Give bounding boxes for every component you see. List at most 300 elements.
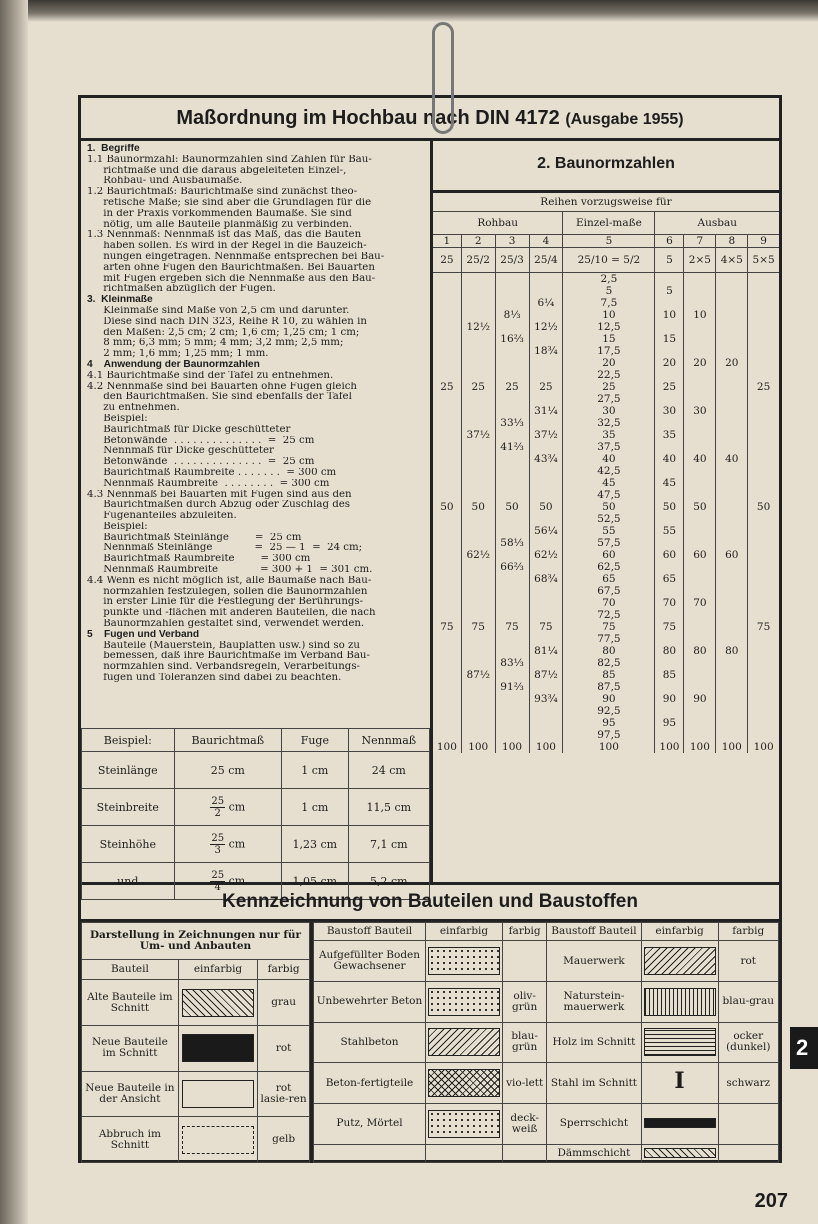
value-cell	[748, 393, 779, 405]
text-line: 5 Fugen und Verband	[87, 629, 200, 640]
value-cell	[748, 585, 779, 597]
table-row	[433, 633, 779, 645]
column-definition: 25/10 = 5/2	[563, 248, 655, 273]
value-cell: 2,5	[563, 273, 655, 286]
value-cell	[495, 393, 529, 405]
value-cell: 70	[563, 597, 655, 609]
edition-text: (Ausgabe 1955)	[565, 111, 684, 128]
color-label: rot	[718, 941, 778, 982]
value-cell	[433, 309, 461, 321]
value-cell	[716, 429, 748, 441]
value-cell: 100	[495, 741, 529, 753]
value-cell	[716, 573, 748, 585]
text-line: 1.1 Baunormzahl: Baunormzahlen sind Zahlen für Bau-	[87, 154, 372, 165]
value-cell	[529, 369, 563, 381]
text-line: fugen und Toleranzen sind dabei zu beachten.	[87, 673, 342, 684]
fuge-cell: 1 cm	[282, 752, 349, 789]
denominator: 3	[214, 844, 221, 856]
value-cell: 50	[440, 501, 454, 513]
value-cell	[655, 561, 684, 573]
value-cell	[495, 513, 529, 525]
table-row	[314, 982, 779, 1023]
value-cell: 10	[684, 309, 716, 321]
color-label: rot	[258, 1026, 310, 1072]
value-cell	[495, 645, 529, 657]
value-cell: 100	[748, 741, 779, 753]
table-row	[433, 573, 779, 585]
color-label: deck-weiß	[502, 1103, 546, 1144]
table-row	[433, 585, 779, 597]
text-line: 4.3 Nennmaß bei Bauarten mit Fugen sind aus den	[87, 489, 352, 500]
value-cell: 80	[716, 645, 748, 657]
value-cell: 100	[436, 741, 457, 753]
color-label: grau	[258, 980, 310, 1026]
value-cell	[433, 369, 461, 381]
value-cell: 75	[461, 621, 495, 633]
value-cell: 40	[684, 453, 716, 465]
color-label	[502, 941, 546, 982]
value-cell: 6¼	[529, 297, 563, 309]
value-cell	[684, 537, 716, 549]
column-number: 7	[684, 235, 716, 248]
reihen-header: Reihen vorzugsweise für	[433, 193, 779, 212]
value-cell	[684, 729, 716, 741]
value-cell	[716, 705, 748, 717]
pattern-swatch	[644, 947, 716, 975]
text-line: 4.4 Wenn es nicht möglich ist, alle Baumaße nach Bau-	[87, 575, 372, 586]
value-cell	[748, 573, 779, 585]
fuge-cell: 1,23 cm	[282, 826, 349, 863]
value-cell: 85	[563, 669, 655, 681]
value-cell	[684, 321, 716, 333]
table-row	[433, 465, 779, 477]
value-cell: 100	[655, 741, 684, 753]
color-label	[718, 1144, 778, 1162]
value-cell: 30	[684, 405, 716, 417]
value-cell: 37,5	[563, 441, 655, 453]
value-cell	[529, 309, 563, 321]
text-line: 3. Kleinmaße	[87, 295, 153, 306]
value-cell	[684, 477, 716, 489]
massordnung-box	[78, 95, 782, 893]
value-cell	[684, 297, 716, 309]
text-line: Baunormzahlen gestaltet sind, verwendet werden.	[87, 619, 365, 630]
value-cell	[433, 489, 461, 501]
column-number: 1	[433, 235, 461, 248]
row-label: und	[82, 863, 175, 900]
value-cell	[433, 585, 461, 597]
value-cell	[716, 309, 748, 321]
column-definition: 5	[655, 248, 684, 273]
text-line: richtmaße und die daraus abgeleiteten Einzel-,	[87, 165, 347, 176]
value-cell	[433, 681, 461, 693]
value-cell	[529, 465, 563, 477]
value-cell	[495, 669, 529, 681]
value-cell	[716, 717, 748, 729]
value-cell	[495, 633, 529, 645]
value-cell: 33⅓	[495, 417, 529, 429]
title-text: Maßordnung im Hochbau nach DIN 4172	[176, 107, 560, 129]
column-definition: 25	[433, 248, 461, 273]
text-line: Kleinmaße sind Maße von 2,5 cm und darunter.	[87, 305, 350, 316]
text-line: 8 mm; 6,3 mm; 5 mm; 4 mm; 3,2 mm; 2,5 mm;	[87, 338, 344, 349]
value-cell	[461, 357, 495, 369]
table-row	[433, 309, 779, 321]
bauteil-label: Alte Bauteile im Schnitt	[82, 980, 179, 1026]
value-cell	[684, 525, 716, 537]
text-line: arten ohne Fugen den Baurichtmaßen. Bei Bauarten	[87, 262, 375, 273]
bauteil-label: Abbruch im Schnitt	[82, 1117, 179, 1163]
value-cell: 80	[684, 645, 716, 657]
value-cell	[655, 465, 684, 477]
value-cell	[716, 537, 748, 549]
value-cell	[495, 585, 529, 597]
value-cell	[748, 693, 779, 705]
value-cell	[529, 717, 563, 729]
value-cell	[433, 429, 461, 441]
kennzeichnung-title: Kennzeichnung von Bauteilen und Baustoffen	[81, 885, 779, 922]
pattern-cell	[425, 1103, 502, 1144]
value-cell	[748, 357, 779, 369]
value-cell	[433, 525, 461, 537]
table-header: Baustoff Bauteil	[314, 923, 426, 941]
pattern-swatch	[428, 1110, 500, 1138]
value-cell	[748, 561, 779, 573]
pattern-swatch	[428, 988, 500, 1016]
value-cell	[461, 681, 495, 693]
paper-clip	[432, 22, 454, 134]
value-cell: 81¼	[529, 645, 563, 657]
table-row	[433, 525, 779, 537]
numerator: 25	[211, 832, 225, 844]
table-row	[433, 369, 779, 381]
value-cell	[716, 369, 748, 381]
column-definition: 25/3	[495, 248, 529, 273]
value-cell	[748, 549, 779, 561]
value-cell: 100	[684, 741, 716, 753]
value-cell: 50	[529, 501, 563, 513]
value-cell	[655, 633, 684, 645]
value-cell: 75	[440, 621, 454, 633]
value-cell: 42,5	[563, 465, 655, 477]
pattern-cell	[641, 1144, 718, 1162]
unit: cm	[225, 800, 246, 813]
top-shadow	[0, 0, 818, 22]
value-cell: 41⅔	[495, 441, 529, 453]
pattern-cell	[178, 1071, 257, 1117]
text-line: haben sollen. Es wird in der Regel in die Bauzeich-	[87, 241, 367, 252]
value-cell: 77,5	[563, 633, 655, 645]
value-cell: 12½	[461, 321, 495, 333]
table-row	[433, 717, 779, 729]
table-row	[433, 501, 779, 513]
text-line: Baurichtmaß Raumbreite . . . . . . . = 300 cm	[87, 467, 337, 478]
value-cell: 68¾	[529, 573, 563, 585]
value-cell	[529, 537, 563, 549]
value-cell: 10	[563, 309, 655, 321]
pattern-cell	[425, 1144, 502, 1162]
value-cell	[748, 273, 779, 286]
value-cell	[684, 381, 716, 393]
value-cell	[529, 285, 563, 297]
value-cell	[461, 729, 495, 741]
table-row	[433, 441, 779, 453]
value-cell: 37½	[529, 429, 563, 441]
ausbau-header: Ausbau	[655, 212, 779, 235]
numerator: 25	[211, 795, 225, 807]
value-cell: 67,5	[563, 585, 655, 597]
text-line: Baurichtmaßen durch Abzug oder Zuschlag des	[87, 500, 350, 511]
value-cell	[461, 693, 495, 705]
value-cell: 58⅓	[495, 537, 529, 549]
value-cell: 16⅔	[495, 333, 529, 345]
baustoff-label: Putz, Mörtel	[314, 1103, 426, 1144]
pattern-cell	[178, 1117, 257, 1163]
value-cell	[433, 441, 461, 453]
value-cell: 95	[655, 717, 684, 729]
table-row	[82, 1071, 310, 1117]
value-cell	[748, 321, 779, 333]
table-row	[433, 477, 779, 489]
pattern-cell	[425, 1022, 502, 1063]
beispiel-table	[81, 728, 430, 900]
value-cell	[716, 621, 748, 633]
value-cell	[655, 345, 684, 357]
table-row	[433, 417, 779, 429]
value-cell: 45	[563, 477, 655, 489]
table-row	[314, 1022, 779, 1063]
value-cell	[716, 345, 748, 357]
value-cell	[684, 465, 716, 477]
value-cell	[748, 429, 779, 441]
value-cell	[655, 321, 684, 333]
denominator: 2	[214, 807, 221, 819]
value-cell: 100	[716, 741, 748, 753]
nennmass-cell: 11,5 cm	[348, 789, 429, 826]
table-row	[433, 657, 779, 669]
text-line: retische Maße; sie sind aber die Grundlagen für die	[87, 197, 372, 208]
value-cell	[716, 585, 748, 597]
text-line: 1.3 Nennmaß: Nennmaß ist das Maß, das die Bauten	[87, 230, 362, 241]
value-cell	[748, 345, 779, 357]
value-cell: 27,5	[563, 393, 655, 405]
fuge-cell: 1,05 cm	[282, 863, 349, 900]
table-row	[433, 681, 779, 693]
value-cell: 62,5	[563, 561, 655, 573]
value-cell	[684, 609, 716, 621]
value-cell: 90	[684, 693, 716, 705]
value-cell	[433, 285, 461, 297]
table-row	[82, 1026, 310, 1072]
value-cell	[529, 681, 563, 693]
value-cell	[748, 657, 779, 669]
value-cell	[655, 489, 684, 501]
color-label: oliv-grün	[502, 982, 546, 1023]
pattern-swatch	[644, 1028, 716, 1056]
row-label: Steinhöhe	[82, 826, 175, 863]
value-cell	[716, 681, 748, 693]
value-cell: 65	[655, 573, 684, 585]
table-row	[314, 1063, 779, 1104]
value-cell	[748, 681, 779, 693]
einzel-header: Einzel-maße	[563, 212, 655, 235]
value-cell: 20	[716, 357, 748, 369]
value-cell	[529, 633, 563, 645]
table-row	[433, 381, 779, 393]
text-line: 1. Begriffe	[87, 144, 140, 154]
value-cell: 62½	[461, 549, 495, 561]
value-cell	[461, 525, 495, 537]
page-gutter	[0, 0, 28, 1224]
text-line: 1.2 Baurichtmaß: Baurichtmaße sind zunächst theo-	[87, 187, 358, 198]
table-row	[433, 597, 779, 609]
table-row	[433, 489, 779, 501]
value-cell	[716, 669, 748, 681]
column-number: 6	[655, 235, 684, 248]
value-cell	[495, 705, 529, 717]
value-cell	[461, 561, 495, 573]
value-cell	[684, 561, 716, 573]
value-cell	[529, 705, 563, 717]
table-row	[314, 1144, 779, 1162]
value-cell	[716, 729, 748, 741]
table-row	[433, 321, 779, 333]
table-row	[433, 621, 779, 633]
table-row	[433, 513, 779, 525]
table-row	[314, 941, 779, 982]
unit: cm	[225, 874, 246, 887]
value-cell	[495, 357, 529, 369]
table-row	[433, 741, 779, 753]
value-cell: 50	[748, 501, 779, 513]
value-cell	[748, 477, 779, 489]
text-line: den Baurichtmaßen. Sie sind ebenfalls der Tafel	[87, 392, 352, 403]
value-cell	[748, 729, 779, 741]
value-cell: 75	[529, 621, 563, 633]
pattern-cell	[425, 1063, 502, 1104]
text-line: nötig, um alle Bauteile planmäßig zu verbinden.	[87, 219, 353, 230]
value-cell: 91⅔	[495, 681, 529, 693]
value-cell	[433, 405, 461, 417]
text-line: normzahlen festzulegen, sollen die Baunormzahlen	[87, 586, 368, 597]
value-cell	[655, 729, 684, 741]
value-cell: 80	[563, 645, 655, 657]
value-cell: 50	[461, 501, 495, 513]
row-label: Steinbreite	[82, 789, 175, 826]
value-cell	[433, 297, 461, 309]
value-cell: 25	[655, 381, 684, 393]
table-row	[82, 826, 430, 863]
color-label: blau-grau	[718, 982, 778, 1023]
baurichtmass-cell	[174, 789, 281, 826]
column-number: 3	[495, 235, 529, 248]
value-cell	[529, 357, 563, 369]
column-definition: 4×5	[716, 248, 748, 273]
value-cell	[655, 585, 684, 597]
value-cell	[716, 417, 748, 429]
value-cell	[655, 657, 684, 669]
table-row	[433, 693, 779, 705]
value-cell	[461, 717, 495, 729]
table-row	[433, 549, 779, 561]
normzahlen-table	[433, 193, 779, 753]
table-row	[82, 752, 430, 789]
pattern-swatch	[182, 1080, 254, 1108]
value-cell	[684, 621, 716, 633]
value-cell	[461, 705, 495, 717]
baustoff-label	[314, 1144, 426, 1162]
pattern-cell	[641, 1022, 718, 1063]
value-cell	[495, 321, 529, 333]
value-cell	[748, 525, 779, 537]
value-cell	[461, 333, 495, 345]
value-cell: 18¾	[529, 345, 563, 357]
table-row	[433, 345, 779, 357]
value-cell: 47,5	[563, 489, 655, 501]
value-cell	[748, 309, 779, 321]
column-definition: 25/4	[529, 248, 563, 273]
table-header: Nennmaß	[348, 729, 429, 752]
table-header: Bauteil	[82, 959, 179, 980]
value-cell: 15	[563, 333, 655, 345]
nennmass-cell: 24 cm	[348, 752, 429, 789]
value-cell: 40	[716, 453, 748, 465]
value-cell	[655, 369, 684, 381]
value-cell: 95	[563, 717, 655, 729]
value-cell	[716, 405, 748, 417]
value-cell	[433, 669, 461, 681]
color-label: blau-grün	[502, 1022, 546, 1063]
value-cell	[495, 477, 529, 489]
color-label: schwarz	[718, 1063, 778, 1104]
value-cell: 40	[563, 453, 655, 465]
value-cell: 55	[563, 525, 655, 537]
value-cell	[655, 705, 684, 717]
value-cell	[461, 633, 495, 645]
value-cell	[433, 597, 461, 609]
value-cell	[716, 597, 748, 609]
column-number: 5	[563, 235, 655, 248]
pattern-swatch	[644, 1148, 716, 1158]
value-cell	[716, 513, 748, 525]
value-cell	[529, 585, 563, 597]
value-cell: 80	[655, 645, 684, 657]
value-cell	[495, 693, 529, 705]
table-row	[433, 357, 779, 369]
value-cell	[495, 465, 529, 477]
value-cell	[495, 525, 529, 537]
value-cell: 25	[748, 381, 779, 393]
baustoff-label: Dämmschicht	[547, 1144, 641, 1162]
text-line: Betonwände . . . . . . . . . . . . . . = 25 cm	[87, 457, 315, 468]
value-cell: 60	[684, 549, 716, 561]
value-cell	[748, 465, 779, 477]
value-cell: 87½	[529, 669, 563, 681]
baustoff-label: Stahl im Schnitt	[547, 1063, 641, 1104]
value-cell	[495, 429, 529, 441]
value-cell	[461, 393, 495, 405]
value-cell	[495, 453, 529, 465]
value-cell	[748, 645, 779, 657]
baurichtmass-cell: 25 cm	[174, 752, 281, 789]
value-cell: 43¾	[529, 453, 563, 465]
value-cell	[684, 333, 716, 345]
value-cell: 62½	[529, 549, 563, 561]
value-cell	[495, 273, 529, 286]
value-cell: 56¼	[529, 525, 563, 537]
value-cell	[433, 357, 461, 369]
denominator: 4	[214, 881, 221, 893]
